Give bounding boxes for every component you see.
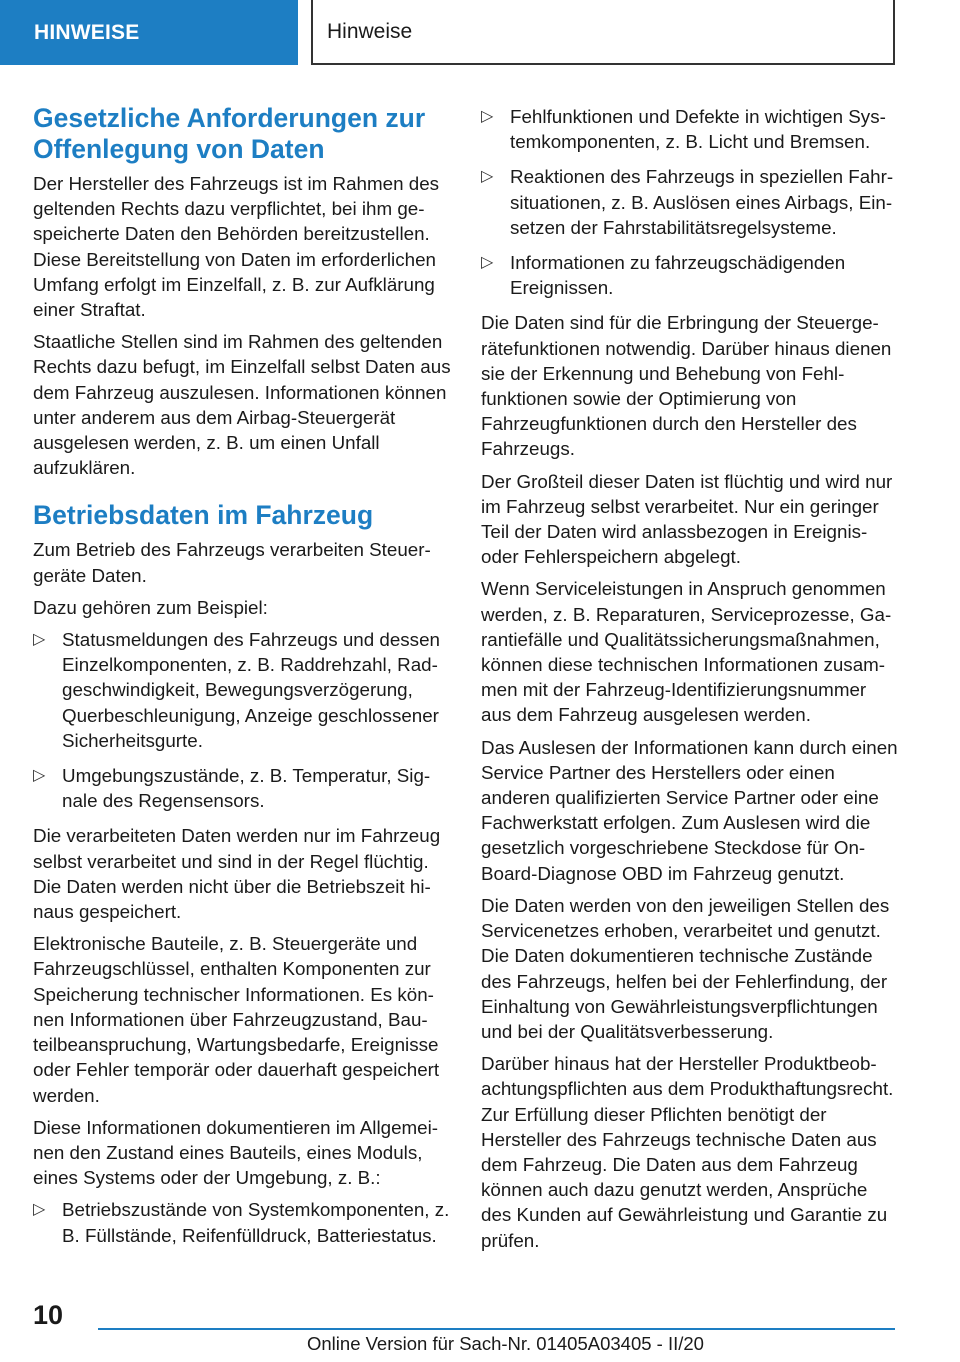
header-tab-label: HINWEISE xyxy=(34,20,140,44)
bullet-list xyxy=(33,1197,453,1247)
bullet-list xyxy=(33,627,453,813)
paragraph: Zum Betrieb des Fahrzeugs verarbeiten Steuergeräte Daten. xyxy=(33,539,431,586)
footer-online-version: Online Version für Sach-Nr. 01405A03405 - II/20 xyxy=(307,1333,704,1354)
triangle-bullet-icon: ▷ xyxy=(481,254,494,272)
triangle-bullet-icon: ▷ xyxy=(33,1201,46,1219)
footer-divider xyxy=(98,1328,895,1330)
list-item xyxy=(481,250,899,300)
list-item-text: Umgebungszustände, z. B. Temperatur, Signale des Regensensors. xyxy=(62,765,431,812)
right-column xyxy=(481,104,899,1260)
triangle-bullet-icon: ▷ xyxy=(33,767,46,785)
heading-operating-data: Betriebsdaten im Fahrzeug xyxy=(33,500,374,531)
list-item xyxy=(481,104,899,154)
paragraph: Elektronische Bauteile, z. B. Steuergeräte und Fahrzeugschlüssel, enthalten Komponenten zur Speicherung technischer Informationen. Es können Informationen über Fahrzeugzustand, Bauteilbeanspruchung, Wartungsbedarfe, Ereignisse oder Fehler temporär oder dauerhaft gespeichert werden. xyxy=(33,933,440,1106)
paragraph: Wenn Serviceleistungen in Anspruch genommen werden, z. B. Reparaturen, Serviceprozesse, Garantiefälle und Qualitätssicherungsmaßnahmen, können diese technischen Informationen zusammen mit der Fahrzeug-Identifizierungsnummer aus dem Fahrzeug ausgelesen werden. xyxy=(481,578,892,726)
list-item-text: Statusmeldungen des Fahrzeugs und dessen Einzelkomponenten, z. B. Raddrehzahl, Radgeschwindigkeit, Bewegungsverzögerung, Querbeschleunigung, Anzeige geschlossener Sicherheitsgurte. xyxy=(62,629,440,751)
triangle-bullet-icon: ▷ xyxy=(481,108,494,125)
paragraph: Dazu gehören zum Beispiel: xyxy=(33,596,268,618)
paragraph: Die Daten sind für die Erbringung der Steuergerätefunktionen notwendig. Darüber hinaus dienen sie der Erkennung und Behebung von Fehlfunktionen sowie der Optimierung von Fahrzeugfunktionen durch den Hersteller des Fahrzeugs. xyxy=(481,312,892,460)
list-item-text: Fehlfunktionen und Defekte in wichtigen Systemkomponenten, z. B. Licht und Bremsen. xyxy=(510,106,886,153)
paragraph: Die Daten werden von den jeweiligen Stellen des Servicenetzes erhoben, verarbeitet und genutzt. Die Daten dokumentieren technische Zustände des Fahrzeugs, helfen bei der Fehlerfindung, der Einhaltung von Gewährleistungsverpflichtungen und bei der Qualitätsverbesserung. xyxy=(481,894,890,1042)
list-item-text: Betriebszustände von Systemkomponenten, z. B. Füllstände, Reifenfülldruck, Batteriestatus. xyxy=(62,1199,450,1246)
list-item xyxy=(33,763,453,813)
paragraph: Staatliche Stellen sind im Rahmen des geltenden Rechts dazu befugt, im Einzelfall selbst Daten aus dem Fahrzeug auszulesen. Informationen können unter anderem aus dem Airbag-Steuergerät ausgelesen werden, z. B. um einen Unfall aufzuklären. xyxy=(33,331,451,479)
section-title-text: Hinweise xyxy=(327,19,413,43)
paragraph: Die verarbeiteten Daten werden nur im Fahrzeug selbst verarbeitet und sind in der Regel flüchtig. Die Daten werden nicht über die Betriebszeit hinaus gespeichert. xyxy=(33,825,441,923)
paragraph: Der Großteil dieser Daten ist flüchtig und wird nur im Fahrzeug selbst verarbeitet. Nur ein geringer Teil der Daten wird anlassbezogen in Ereignis- oder Fehlerspeichern abgelegt. xyxy=(481,470,893,568)
list-item xyxy=(33,627,453,753)
list-item-text: Reaktionen des Fahrzeugs in speziellen Fahrsituationen, z. B. Auslösen eines Airbags, Einsetzen der Fahrstabilitätsregelsysteme. xyxy=(510,166,894,238)
list-item-text: Informationen zu fahrzeugschädigenden Ereignissen. xyxy=(510,252,846,299)
page-number: 10 xyxy=(33,1300,64,1330)
heading-legal-requirements: Gesetzliche Anforderungen zur Offenlegung von Daten xyxy=(33,103,426,164)
header-section-title xyxy=(311,0,895,65)
list-item xyxy=(481,164,899,240)
paragraph: Diese Informationen dokumentieren im Allgemeinen den Zustand eines Bauteils, eines Moduls, eines Systems oder der Umgebung, z. B.: xyxy=(33,1116,439,1189)
triangle-bullet-icon: ▷ xyxy=(33,631,46,649)
paragraph: Der Hersteller des Fahrzeugs ist im Rahmen des geltenden Rechts dazu verpflichtet, bei ihm gespeicherte Daten den Behörden bereitzustellen. Diese Bereitstellung von Daten im erforderlichen Umfang erfolgt im Einzelfall, z. B. zur Aufklärung einer Straftat. xyxy=(33,173,440,321)
header-tab xyxy=(0,0,298,65)
paragraph: Das Auslesen der Informationen kann durch einen Service Partner des Herstellers oder einen anderen qualifizierten Service Partner oder eine Fachwerkstatt erfolgen. Zum Auslesen wird die gesetzlich vorgeschriebene Steckdose für On-Board-Diagnose OBD im Fahrzeug genutzt. xyxy=(481,736,898,884)
list-item xyxy=(33,1197,453,1247)
triangle-bullet-icon: ▷ xyxy=(481,168,494,186)
bullet-list xyxy=(481,104,899,300)
paragraph: Darüber hinaus hat der Hersteller Produktbeobachtungspflichten aus dem Produkthaftungsrecht. Zur Erfüllung dieser Pflichten benötigt der Hersteller des Fahrzeugs technische Daten aus dem Fahrzeug. Die Daten aus dem Fahrzeug können auch dazu genutzt werden, Ansprüche des Kunden auf Gewährleistung und Garantie zu prüfen. xyxy=(481,1053,894,1251)
left-column xyxy=(33,103,453,1258)
